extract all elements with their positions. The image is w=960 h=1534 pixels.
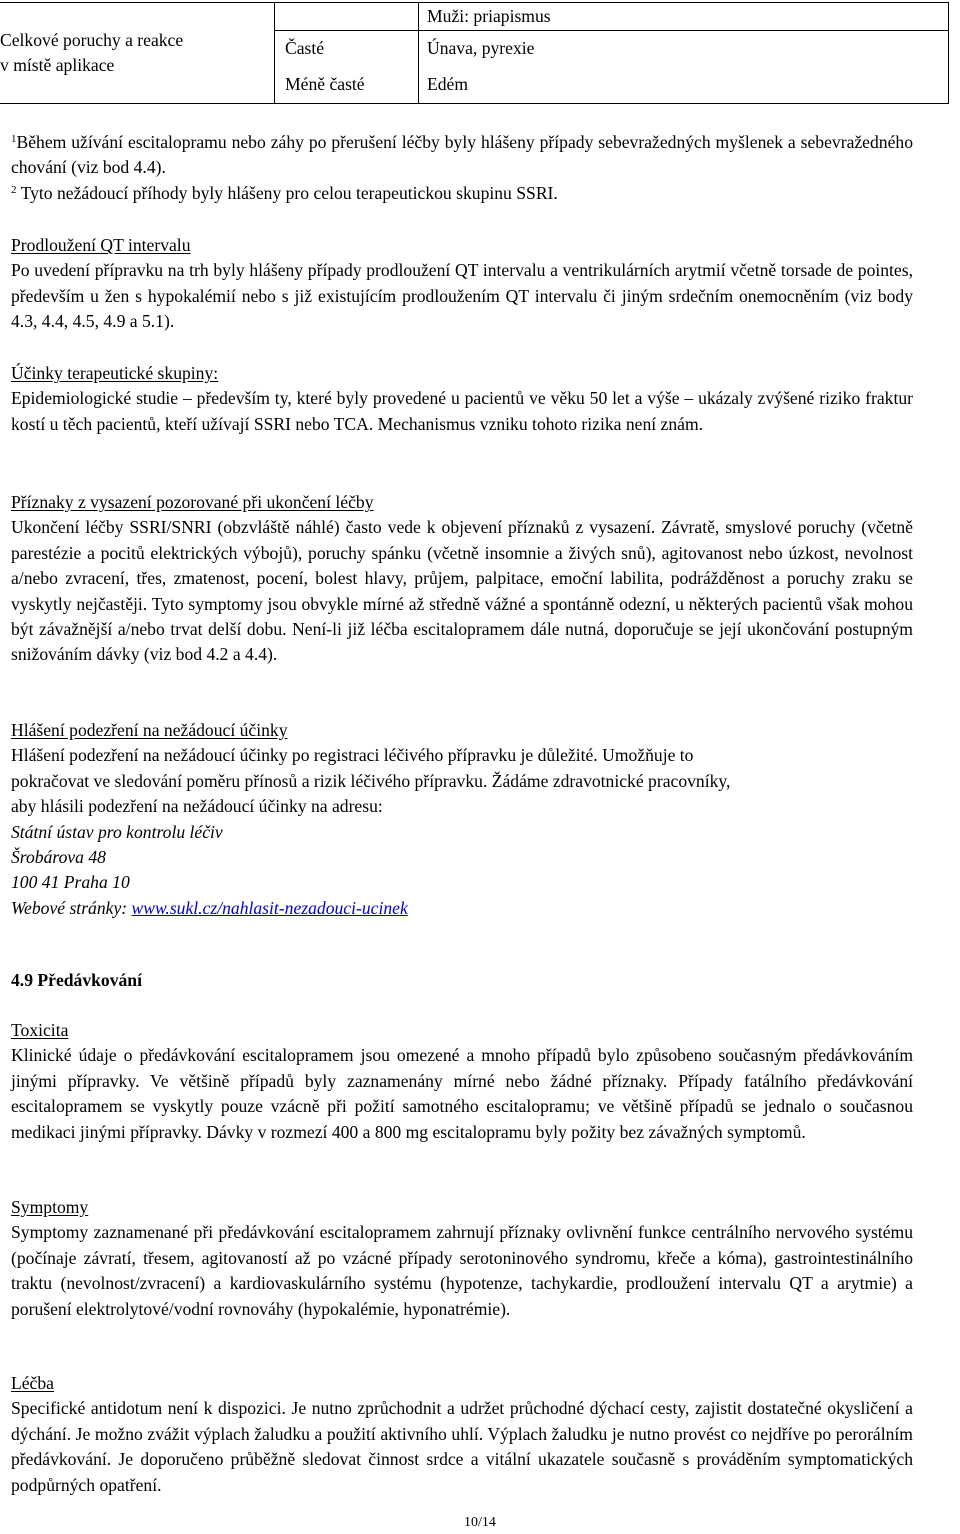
website-line: [11, 896, 913, 921]
withdrawal-section: [11, 490, 913, 668]
footnote-2-marker: 2: [11, 183, 17, 196]
footnote-1: [11, 130, 913, 181]
reporting-line-1: Hlášení podezření na nežádoucí účinky po registraci léčivého přípravku je důležité. Umožňuje to: [11, 745, 694, 766]
class-effects-text: Epidemiologické studie – především ty, které byly provedené u pacientů ve věku 50 let a výše – ukázaly zvýšené riziko fraktur kostí u těch pacientů, kteří užívají SSRI nebo TCA. Mechanismus vzniku tohoto rizika není znám.: [11, 388, 913, 434]
class-effects-section: [11, 361, 913, 437]
treatment-heading: Léčba: [11, 1373, 54, 1393]
effect-common: Únava, pyrexie: [419, 31, 949, 68]
footnote-1-text: Během užívání escitalopramu nebo záhy po přerušení léčby byly hlášeny případy sebevražedných myšlenek a sebevražedného chování (viz bod 4.4).: [11, 132, 913, 178]
class-effects-heading: Účinky terapeutické skupiny:: [11, 363, 219, 383]
overdose-title: 4.9 Předávkování: [11, 970, 142, 990]
toxicity-text: Klinické údaje o předávkování escitalopramem jsou omezené a mnoho případů bylo způsobeno současným předávkováním jinými přípravky. Ve většině případů byly zaznamenány mírné nebo žádné příznaky. Případy fatálního předávkování escitalopramem se vyskytly pouze vzácně při požití samotného escitalopramu; ve většině případů se jednalo o současnou medikaci jinými přípravky. Dávky v rozmezí 400 a 800 mg escitalopramu byly požity bez závažných symptomů.: [11, 1045, 913, 1142]
address-institution: Státní ústav pro kontrolu léčiv: [11, 821, 223, 842]
footnotes: [11, 130, 913, 206]
men-priapism-cell: Muži: priapismus: [419, 3, 949, 31]
address-city: 100 41 Praha 10: [11, 872, 130, 893]
treatment-text: Specifické antidotum není k dispozici. Je nutno zprůchodnit a udržet průchodné dýchací cesty, zajistit dostatečné okysličení a dýchání. Je možno zvážit výplach žaludku a použití aktivního uhlí. Výplach žaludku je nutno provést co nejdříve po perorálním předávkování. Je doporučeno průběžně sledovat činnost srdce a vitální ukazatele současně s prováděním symptomatických podpůrných opatření.: [11, 1398, 913, 1495]
symptoms-heading: Symptomy: [11, 1197, 89, 1217]
adverse-effects-table: [0, 2, 949, 104]
empty-frequency-cell: [275, 3, 419, 31]
qt-text: Po uvedení přípravku na trh byly hlášeny případy prodloužení QT intervalu a ventrikulárních arytmií včetně torsade de pointes, především u žen s hypokalémií nebo s již existujícím prodloužením QT intervalu či jiným srdečním onemocněním (viz body 4.3, 4.4, 4.5, 4.9 a 5.1).: [11, 260, 913, 332]
category-cell: [0, 3, 275, 104]
reporting-line-2: pokračovat ve sledování poměru přínosů a rizik léčivého přípravku. Žádáme zdravotnické pracovníky,: [11, 770, 731, 791]
category-line-1: Celkové poruchy a reakce: [0, 30, 184, 50]
website-label: Webové stránky:: [11, 897, 132, 918]
toxicity-section: [11, 1018, 913, 1145]
reporting-line-3: aby hlásili podezření na nežádoucí účinky na adresu:: [11, 796, 383, 817]
website-link[interactable]: www.sukl.cz/nahlasit-nezadouci-ucinek: [131, 897, 408, 918]
treatment-section: [11, 1371, 913, 1498]
address-street: Šrobárova 48: [11, 847, 106, 868]
qt-section: [11, 233, 913, 335]
page-number: 10/14: [464, 1515, 496, 1530]
reporting-heading: Hlášení podezření na nežádoucí účinky: [11, 720, 288, 740]
symptoms-section: [11, 1195, 913, 1322]
frequency-common: Časté: [275, 31, 419, 68]
withdrawal-text: Ukončení léčby SSRI/SNRI (obzvláště náhlé) často vede k objevení příznaků z vysazení. Závratě, smyslové poruchy (včetně parestézie a pocitů elektrických výbojů), poruchy spánku (včetně insomnie a živých snů), agitovanost nebo úzkost, nevolnost a/nebo zvracení, třes, zmatenost, pocení, bolest hlavy, průjem, palpitace, emoční labilita, podrážděnost a poruchy zraku se vyskytly nejčastěji. Tyto symptomy jsou obvykle mírné až středně vážné a spontánně odezní, u některých pacientů však mohou být závažnější a/nebo trvat delší dobu. Není-li již léčba escitalopramem dále nutná, doporučuje se její ukončování postupným snižováním dávky (viz bod 4.2 a 4.4).: [11, 517, 913, 665]
category-line-2: v místě aplikace: [0, 55, 115, 75]
symptoms-text: Symptomy zaznamenané při předávkování escitalopramem zahrnují příznaky ovlivnění funkce centrálního nervového systému (počínaje závratí, třesem, agitovaností až po vzácné případy serotoninového syndromu, křeče a kóma), gastrointestinálního traktu (nevolnost/zvracení) a kardiovaskulárního systému (hypotenze, tachykardie, prodloužení intervalu QT a arytmie) a porušení elektrolytové/vodní rovnováhy (hypokalémie, hyponatrémie).: [11, 1222, 913, 1319]
withdrawal-heading: Příznaky z vysazení pozorované při ukončení léčby: [11, 492, 374, 512]
effect-uncommon: Edém: [419, 67, 949, 104]
qt-heading: Prodloužení QT intervalu: [11, 235, 191, 255]
footnote-2: [11, 181, 913, 206]
toxicity-heading: Toxicita: [11, 1020, 69, 1040]
reporting-section: [11, 718, 913, 921]
footnote-1-marker: 1: [11, 133, 17, 145]
overdose-title-block: [11, 968, 913, 993]
frequency-uncommon: Méně časté: [275, 67, 419, 104]
footnote-2-text: Tyto nežádoucí příhody byly hlášeny pro celou terapeutickou skupinu SSRI.: [16, 182, 558, 203]
